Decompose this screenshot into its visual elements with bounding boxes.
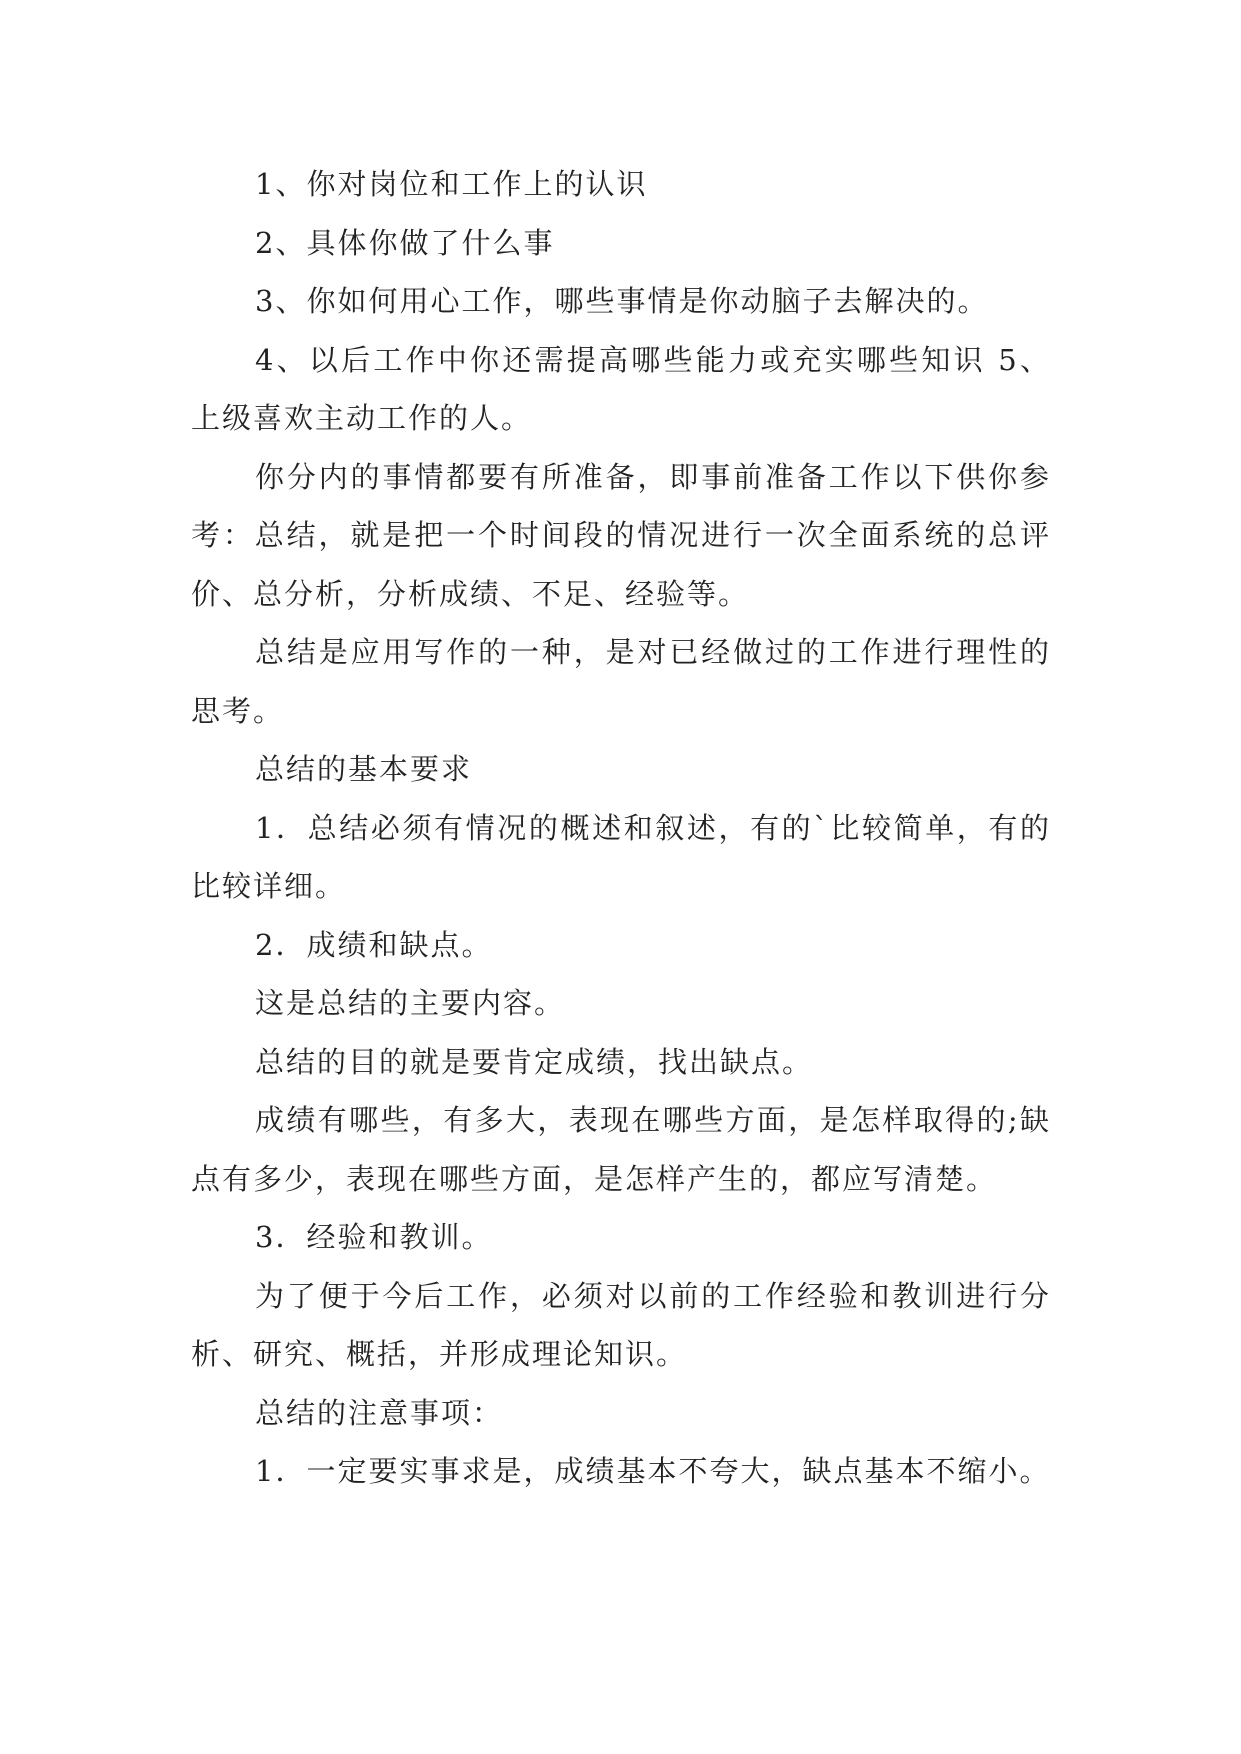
paragraph-7: 总结的基本要求	[255, 752, 473, 786]
paragraph-5: 你分内的事情都要有所准备，即事前准备工作以下供你参考：总结，就是把一个时间段的情况进行一次全面系统的总评价、总分析，分析成绩、不足、经验等。	[191, 459, 1051, 611]
paragraph-6: 总结是应用写作的一种，是对已经做过的工作进行理性的思考。	[191, 635, 1051, 728]
paragraph-1: 1、你对岗位和工作上的认识	[255, 167, 648, 201]
paragraph-4: 4、以后工作中你还需提高哪些能力或充实哪些知识 5、上级喜欢主动工作的人。	[191, 342, 1051, 435]
paragraph-12: 成绩有哪些，有多大，表现在哪些方面，是怎样取得的;缺点有多少，表现在哪些方面，是怎样产生的，都应写清楚。	[191, 1103, 1051, 1196]
paragraph-9: 2．成绩和缺点。	[255, 927, 493, 962]
paragraph-13: 3．经验和教训。	[255, 1220, 493, 1254]
paragraph-16: 1．一定要实事求是，成绩基本不夸大，缺点基本不缩小。	[255, 1454, 1051, 1488]
paragraph-2: 2、具体你做了什么事	[255, 225, 555, 260]
document-body	[191, 155, 1051, 1501]
paragraph-14: 为了便于今后工作，必须对以前的工作经验和教训进行分析、研究、概括，并形成理论知识。	[191, 1278, 1051, 1371]
paragraph-11: 总结的目的就是要肯定成绩，找出缺点。	[255, 1044, 814, 1079]
paragraph-8: 1．总结必须有情况的概述和叙述，有的`比较简单，有的比较详细。	[191, 810, 1051, 903]
paragraph-15: 总结的注意事项：	[255, 1395, 504, 1430]
paragraph-10: 这是总结的主要内容。	[255, 986, 566, 1020]
paragraph-3: 3、你如何用心工作，哪些事情是你动脑子去解决的。	[255, 284, 989, 318]
